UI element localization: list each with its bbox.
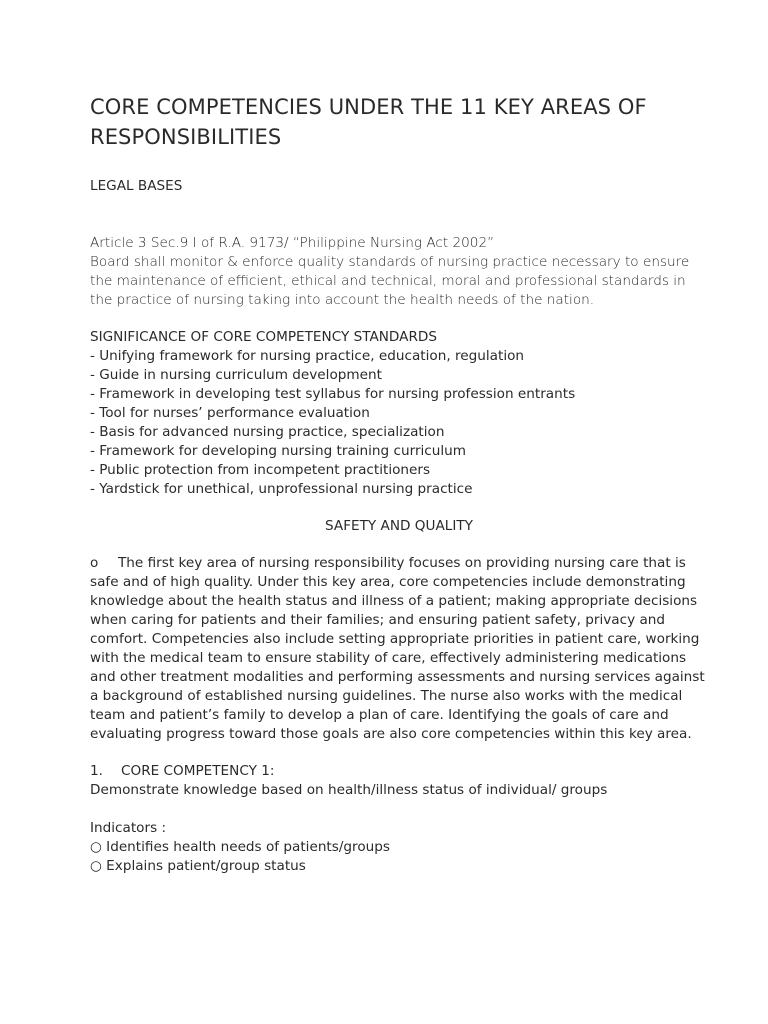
safety-quality-paragraph — [90, 554, 708, 744]
list-item: - Yardstick for unethical, unprofessional nursing practice — [90, 481, 473, 497]
list-item: ○ Identifies health needs of patients/groups — [90, 839, 390, 855]
list-item: - Unifying framework for nursing practice, education, regulation — [90, 348, 525, 364]
competency-number: 1. — [90, 763, 103, 779]
legal-bases-block — [90, 234, 708, 310]
list-item: - Tool for nurses’ performance evaluation — [90, 405, 370, 421]
list-item: ○ Explains patient/group status — [90, 858, 306, 874]
significance-heading: SIGNIFICANCE OF CORE COMPETENCY STANDARDS — [90, 329, 437, 345]
list-item: - Framework in developing test syllabus for nursing profession entrants — [90, 386, 576, 402]
paragraph-text: The first key area of nursing responsibility focuses on providing nursing care that is safe and of high quality. Under this key area, core competencies include demonstrating knowledge about the health status and illness of a patient; making appropriate decisions when caring for patients and their families; and ensuring patient safety, privacy and comfort. Competencies also include setting appropriate priorities in patient care, working with the medical team to ensure stability of care, effectively administering medications and other treatment modalities and performing assessments and nursing services against a background of established nursing guidelines. The nurse also works with the medical team and patient’s family to develop a plan of care. Identifying the goals of care and evaluating progress toward those goals are also core competencies within this key area. — [90, 555, 705, 742]
legal-text: Board shall monitor & enforce quality standards of nursing practice necessary to ensure the maintenance of efficient, ethical and technical, moral and professional standards in the practice of nursing taking into account the health needs of the nation. — [90, 254, 690, 308]
legal-bases-heading: LEGAL BASES — [90, 178, 183, 194]
safety-quality-heading: SAFETY AND QUALITY — [325, 518, 473, 534]
list-item: - Framework for developing nursing training curriculum — [90, 443, 467, 459]
core-competency-1 — [90, 762, 708, 800]
indicators-heading: Indicators : — [90, 820, 167, 836]
competency-title — [90, 762, 708, 781]
legal-citation: Article 3 Sec.9 I of R.A. 9173/ “Philippine Nursing Act 2002” — [90, 235, 495, 251]
competency-label: CORE COMPETENCY 1: — [121, 763, 275, 779]
list-item: - Basis for advanced nursing practice, specialization — [90, 424, 445, 440]
competency-description: Demonstrate knowledge based on health/illness status of individual/ groups — [90, 782, 608, 798]
list-item: - Public protection from incompetent practitioners — [90, 462, 431, 478]
paragraph-bullet: o — [90, 555, 99, 571]
list-item: - Guide in nursing curriculum development — [90, 367, 382, 383]
indicators-list — [90, 838, 708, 876]
document-title: CORE COMPETENCIES UNDER THE 11 KEY AREAS OF RESPONSIBILITIES — [90, 95, 647, 149]
significance-list — [90, 347, 708, 499]
